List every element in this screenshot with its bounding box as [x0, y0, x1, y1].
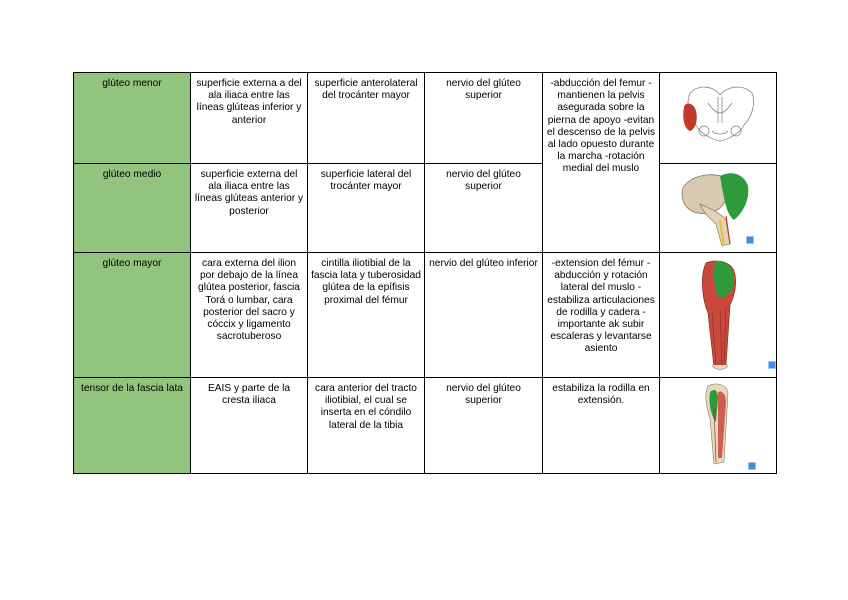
origin-cell: superficie externa a del ala iliaca entre las líneas glúteas inferior y anterior	[191, 73, 308, 164]
muscle-table	[73, 72, 777, 474]
action-cell: estabiliza la rodilla en extensión.	[543, 378, 660, 474]
origin-cell: cara externa del ilion por debajo de la línea glútea posterior, fascia Torá o lumbar, cara posterior del sacro y cóccix y ligamento sacrotuberoso	[191, 253, 308, 378]
expand-badge-icon[interactable]	[768, 361, 776, 369]
nerve-cell: nervio del glúteo superior	[425, 73, 543, 164]
muscle-name-cell: glúteo menor	[74, 73, 191, 164]
muscle-image-cell	[660, 378, 777, 474]
expand-badge-icon[interactable]	[746, 236, 754, 244]
origin-cell: EAIS y parte de la cresta iliaca	[191, 378, 308, 474]
hip-gluteus-medius-illustration-icon[interactable]	[660, 164, 776, 252]
muscle-image-cell	[660, 164, 777, 253]
nerve-cell: nervio del glúteo superior	[425, 164, 543, 253]
origin-cell: superficie externa del ala iliaca entre las líneas glúteas anterior y posterior	[191, 164, 308, 253]
expand-badge-icon[interactable]	[748, 462, 756, 470]
nerve-cell: nervio del glúteo inferior	[425, 253, 543, 378]
muscle-name-cell: tensor de la fascia lata	[74, 378, 191, 474]
thigh-gluteus-maximus-illustration-icon[interactable]	[660, 253, 776, 377]
action-cell: -extension del fémur -abducción y rotación lateral del muslo -estabiliza articulaciones de rodilla y cadera -importante ak subir escaleras y levantarse asiento	[543, 253, 660, 378]
action-cell-shared: -abducción del femur -mantienen la pelvis asegurada sobre la pierna de apoyo -evitan el descenso de la pelvis al lado opuesto durante la marcha -rotación medial del muslo	[543, 73, 660, 253]
table-row	[74, 378, 777, 474]
muscle-name-cell: glúteo mayor	[74, 253, 191, 378]
insertion-cell: superficie lateral del trocánter mayor	[308, 164, 425, 253]
insertion-cell: superficie anterolateral del trocánter mayor	[308, 73, 425, 164]
insertion-cell: cara anterior del tracto iliotibial, el cual se inserta en el cóndilo lateral de la tibia	[308, 378, 425, 474]
nerve-cell: nervio del glúteo superior	[425, 378, 543, 474]
muscle-image-cell	[660, 253, 777, 378]
muscle-name-cell: glúteo medio	[74, 164, 191, 253]
table-row	[74, 253, 777, 378]
leg-tensor-fasciae-latae-illustration-icon[interactable]	[660, 378, 776, 473]
muscle-image-cell	[660, 73, 777, 164]
pelvis-gluteus-minimus-illustration-icon[interactable]	[660, 73, 776, 163]
table-row	[74, 164, 777, 253]
insertion-cell: cintilla iliotibial de la fascia lata y tuberosidad glútea de la epífisis proximal del fémur	[308, 253, 425, 378]
table-row	[74, 73, 777, 164]
